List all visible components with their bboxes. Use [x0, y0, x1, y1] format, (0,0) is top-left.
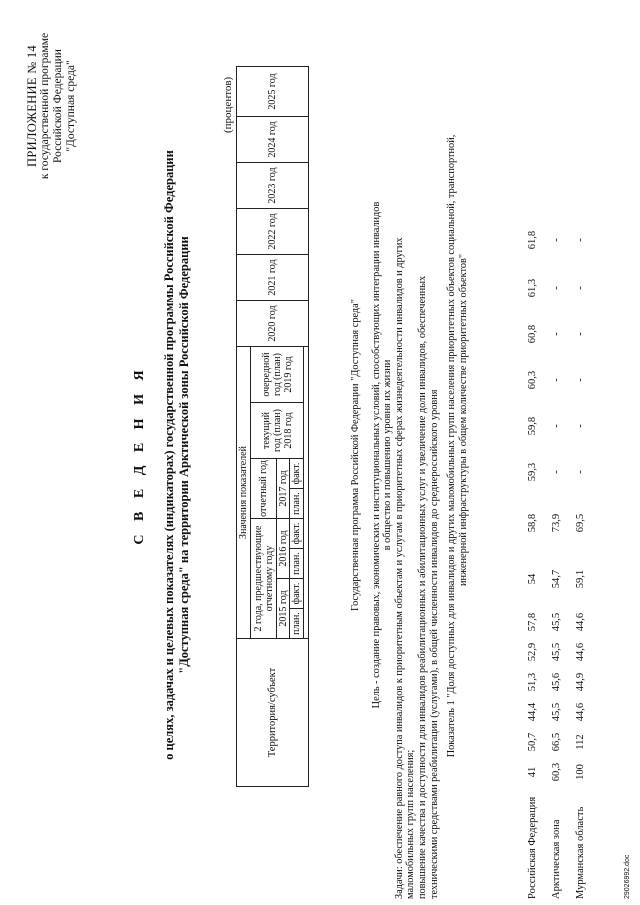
year-2016-header: 2016 год [277, 519, 290, 579]
cell: 44,6 [574, 642, 586, 662]
table-row [568, 39, 592, 899]
indicator-text: Показатель 1 "Доля доступных для инвалидов и других маломобильных групп населения приоритетных объектов социальной, транспортной, [446, 134, 458, 758]
cell: 51,3 [526, 672, 538, 692]
cell: - [550, 332, 562, 336]
plan-header: план. [290, 609, 304, 639]
fact-header: факт. [290, 579, 304, 609]
cell: - [550, 378, 562, 382]
year-header: 2023 год [237, 162, 309, 208]
tasks-text: Задачи: обеспечение равного доступа инвалидов к приоритетным объектам и услугам в приоритетных сферах жизнедеятельности инвалидов и других [393, 237, 405, 899]
file-name-footer: 29026992.doc [624, 854, 631, 899]
cell: 45,6 [550, 672, 562, 692]
year-header: 2021 год [237, 254, 309, 300]
appendix-number: ПРИЛОЖЕНИЕ № 14 [25, 45, 39, 167]
year-header: 2025 год [237, 66, 309, 116]
year-2017-header: 2017 год [277, 459, 290, 519]
cell: 61,8 [526, 230, 538, 250]
cell: 59,3 [526, 462, 538, 482]
fact-header: факт. [290, 519, 304, 549]
row-name: Мурманская область [574, 806, 586, 899]
year-header: 2022 год [237, 208, 309, 254]
year-2015-header: 2015 год [277, 579, 290, 639]
title-block [132, 125, 192, 785]
cell: 59,8 [526, 416, 538, 436]
cell: - [574, 378, 586, 382]
cell: - [574, 238, 586, 242]
goal-text: в общество и повышению уровня их жизни [382, 359, 394, 551]
description-block [350, 11, 469, 899]
cell: 54 [526, 573, 538, 585]
cell: - [574, 332, 586, 336]
cell: 73,9 [550, 513, 562, 533]
row-name: Арктическая зона [550, 819, 562, 899]
plan-header: план. [290, 489, 304, 519]
cell: 112 [574, 734, 586, 750]
data-rows [520, 39, 592, 899]
cell: 54,7 [550, 569, 562, 589]
table-row [520, 39, 544, 899]
cell: 61,3 [526, 278, 538, 298]
cell: 58,8 [526, 513, 538, 533]
cell: - [550, 238, 562, 242]
tasks-text: повышение качества и доступности для инвалидов реабилитационных и абилитационных услуг и увеличение доли инвалидов, обеспеченных [416, 275, 428, 899]
cell: - [574, 470, 586, 474]
fact-header: факт. [290, 459, 304, 489]
two-years-header: 2 года, предшествующие отчетному году [251, 519, 277, 639]
cell: 41 [526, 766, 538, 778]
appendix-line: "Доступная среда" [65, 60, 77, 152]
plan-header: план. [290, 549, 304, 579]
cell: 45,5 [550, 702, 562, 722]
indicator-text: инженерной инфраструктуры в общем количестве приоритетных объектов" [457, 253, 469, 587]
appendix-line: к государственной программе [39, 32, 51, 180]
cell: - [550, 424, 562, 428]
goal-text: Цель - создание правовых, экономических и институциональных условий, способствующих интеграции инвалидов [370, 201, 382, 709]
cell: 44,6 [574, 612, 586, 632]
tasks-text: маломобильных групп населения; [405, 749, 417, 899]
cell: - [574, 286, 586, 290]
unit-label: (процентов) [222, 76, 234, 133]
cell: 60,8 [526, 324, 538, 344]
cell: 60,3 [526, 370, 538, 390]
cell: 44,9 [574, 672, 586, 692]
cell: - [550, 286, 562, 290]
year-header: 2024 год [237, 116, 309, 162]
appendix-line: Российской Федерации [52, 49, 64, 163]
cell: 44,6 [574, 702, 586, 722]
cell: - [574, 424, 586, 428]
current-year-header: текущий год (план) 2018 год [251, 403, 304, 459]
cell: 52,9 [526, 642, 538, 662]
values-header: Значения показателей [237, 346, 251, 638]
cell: 45,5 [550, 612, 562, 632]
cell: 60,3 [550, 762, 562, 782]
next-year-header: очередной год (план) 2019 год [251, 346, 304, 402]
cell: 57,8 [526, 612, 538, 632]
cell: 45,5 [550, 642, 562, 662]
report-year-header: отчетный год [251, 459, 277, 519]
spacer [304, 346, 309, 638]
header-table [236, 66, 309, 787]
cell: - [550, 470, 562, 474]
document-subtitle: "Доступная среда" на территории Арктической зоны Российской Федерации [177, 236, 191, 674]
cell: 66,5 [550, 732, 562, 752]
cell: 44,4 [526, 702, 538, 722]
row-name: Российская Федерация [526, 796, 538, 899]
cell: 100 [574, 764, 586, 780]
year-header: 2020 год [237, 300, 309, 346]
program-name: Государственная программа Российской Федерации "Доступная среда" [350, 299, 361, 611]
territory-header: Территория/субъект [237, 639, 309, 787]
table-row [544, 39, 568, 899]
document-subtitle: о целях, задачах и целевых показателях (индикаторах) государственной программы Российской Федерации [162, 150, 176, 760]
tasks-text: техническими средствами реабилитации (услугами), в общей численности инвалидов до среднероссийского уровня [428, 389, 440, 899]
document-title: С В Е Д Е Н И Я [132, 365, 147, 545]
cell: 59,1 [574, 569, 586, 589]
cell: 50,7 [526, 732, 538, 752]
appendix-block [26, 11, 78, 201]
cell: 69,5 [574, 513, 586, 533]
